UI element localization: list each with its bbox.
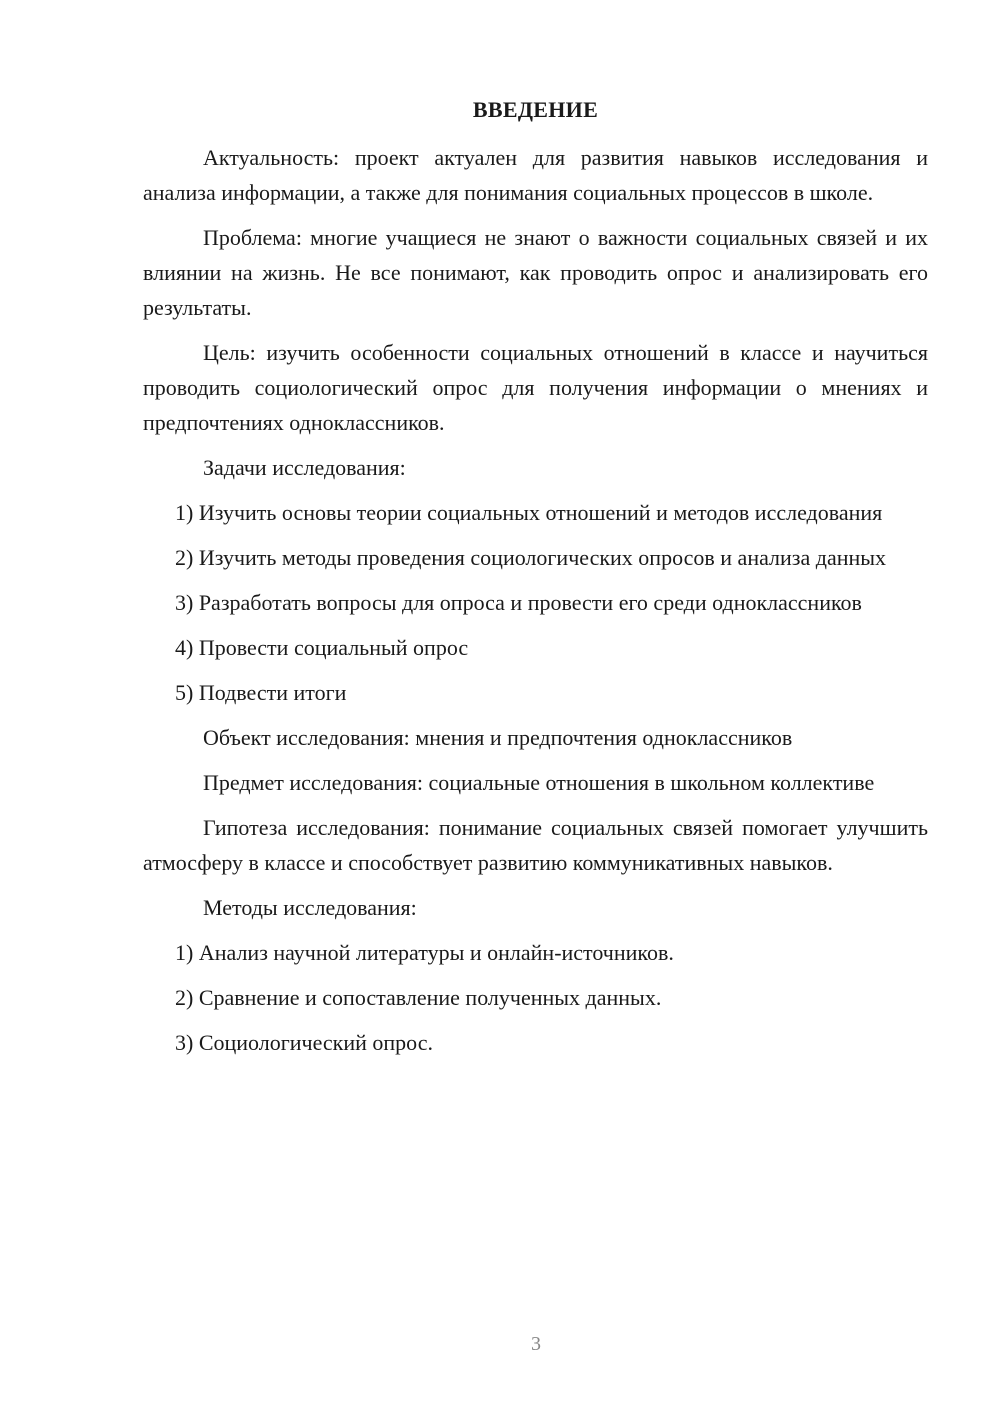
task-item-2: 2) Изучить методы проведения социологических опросов и анализа данных [175,545,887,570]
method-item-3: 3) Социологический опрос. [175,1030,433,1055]
object-paragraph: Объект исследования: мнения и предпочтения одноклассников [203,725,793,750]
task-item-5: 5) Подвести итоги [175,680,347,705]
task-item-4: 4) Провести социальный опрос [175,635,469,660]
method-item-2: 2) Сравнение и сопоставление полученных данных. [175,985,662,1010]
methods-heading: Методы исследования: [203,895,417,920]
problem-paragraph: Проблема: многие учащиеся не знают о важности социальных связей и их влиянии на жизнь. Не все понимают, как проводить опрос и анализировать его результаты. [143,225,928,320]
subject-paragraph: Предмет исследования: социальные отношения в школьном коллективе [203,770,875,795]
task-item-3: 3) Разработать вопросы для опроса и провести его среди одноклассников [175,590,862,615]
task-item-1: 1) Изучить основы теории социальных отношений и методов исследования [175,500,883,525]
page-number: 3 [531,1333,541,1355]
method-item-1: 1) Анализ научной литературы и онлайн-источников. [175,940,674,965]
tasks-heading: Задачи исследования: [203,455,406,480]
goal-paragraph: Цель: изучить особенности социальных отношений в классе и научиться проводить социологический опрос для получения информации о мнениях и предпочтениях одноклассников. [143,340,928,435]
hypothesis-paragraph: Гипотеза исследования: понимание социальных связей помогает улучшить атмосферу в классе и способствует развитию коммуникативных навыков. [143,815,928,875]
relevance-paragraph: Актуальность: проект актуален для развития навыков исследования и анализа информации, а также для понимания социальных процессов в школе. [143,145,928,205]
section-title: ВВЕДЕНИЕ [472,97,599,122]
document-page [143,92,928,1070]
